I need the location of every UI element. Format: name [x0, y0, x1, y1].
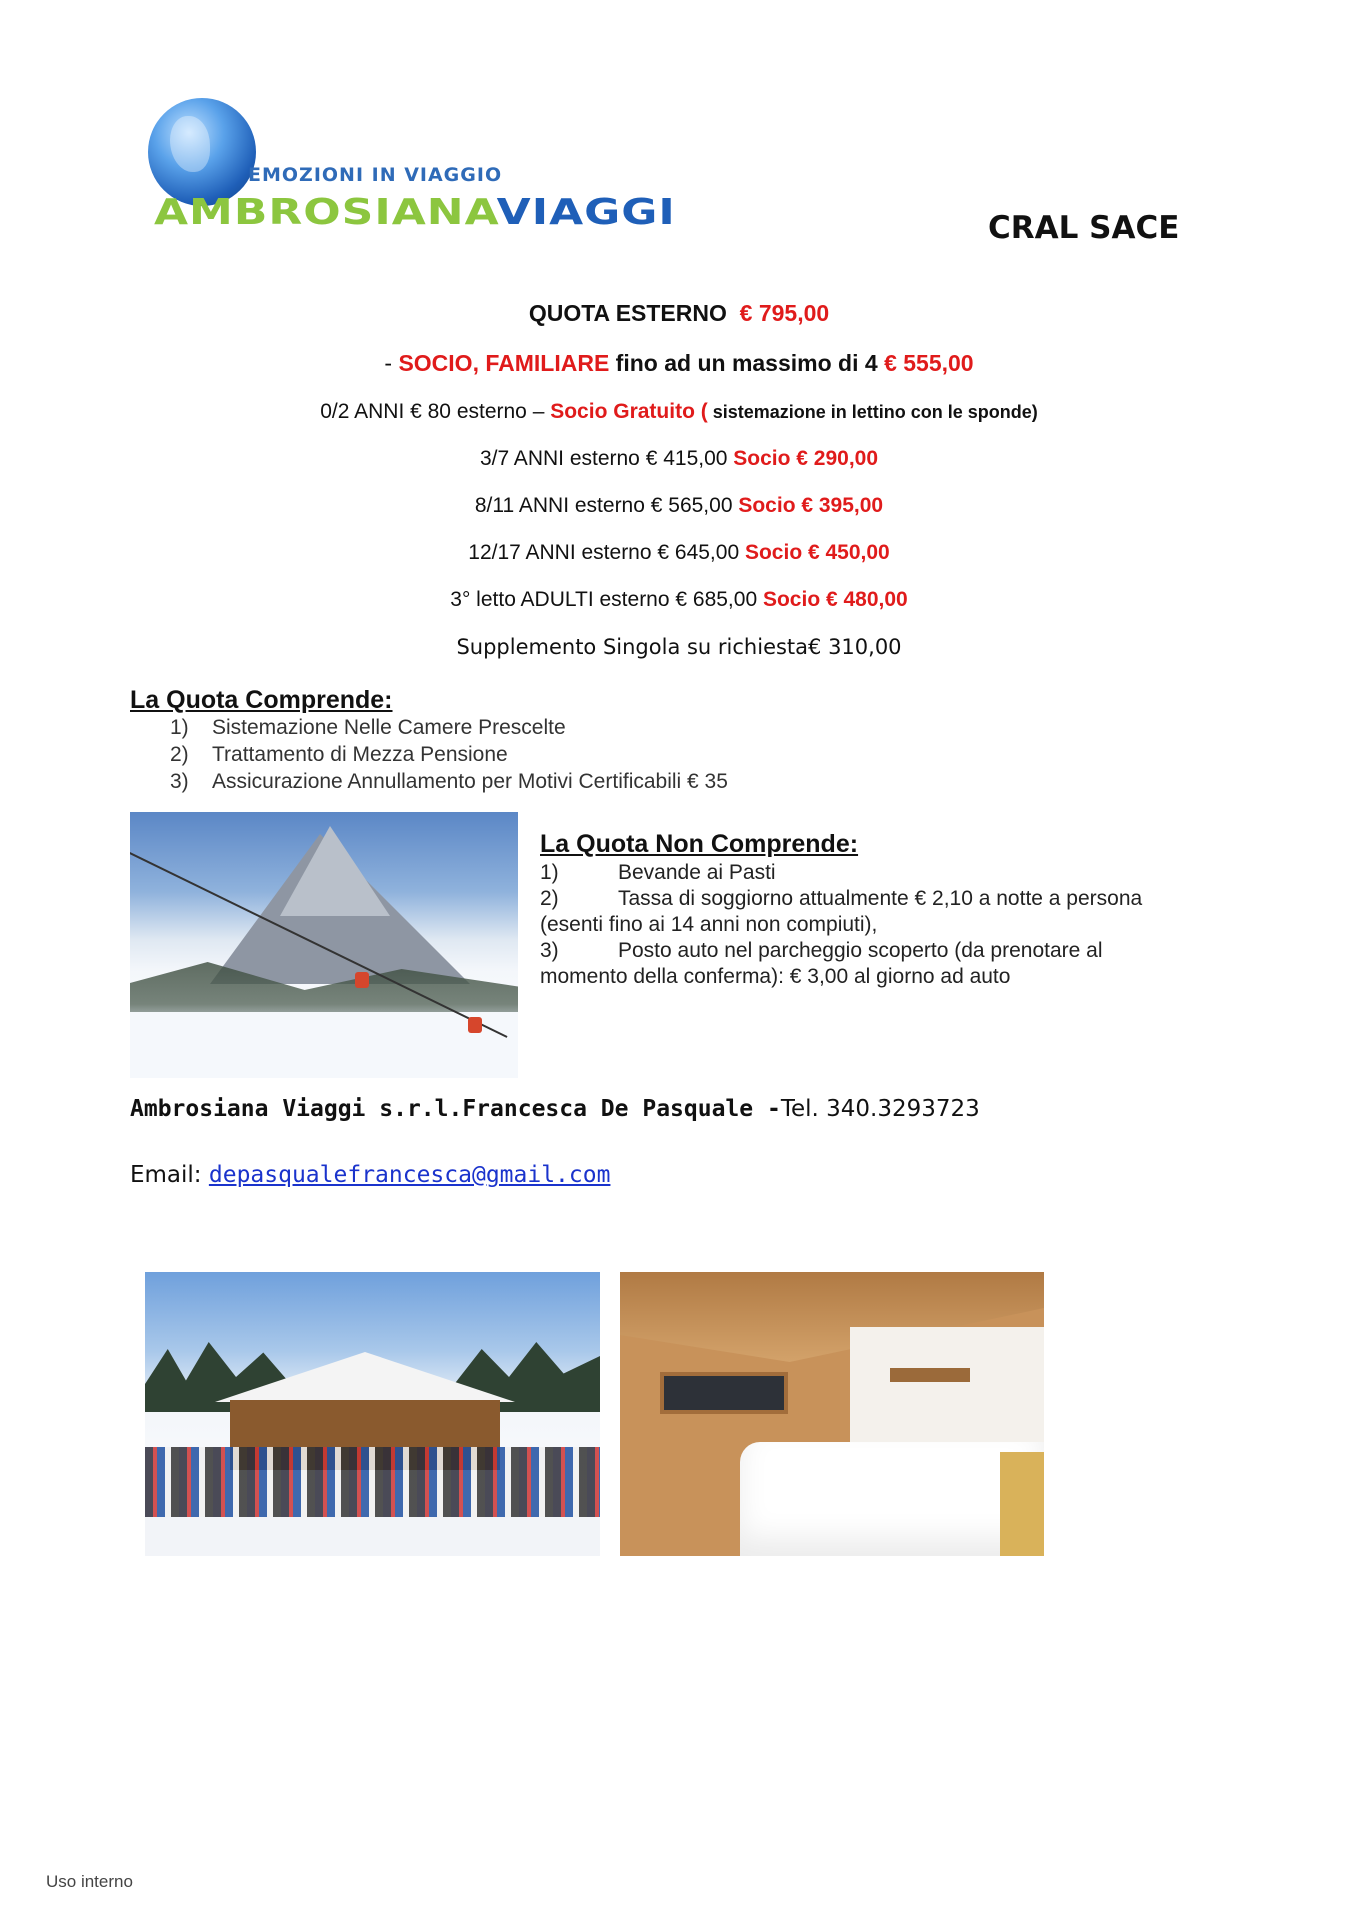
- price-line-8-11-text: 8/11 ANNI esterno € 565,00: [474, 494, 739, 517]
- non-comprende-title: La Quota Non Comprende:: [540, 830, 859, 858]
- list-item: [170, 770, 728, 797]
- price-line-12-17: [0, 541, 1358, 565]
- logo-brand-green: AMBROSIANA: [154, 192, 497, 233]
- price-line-3-7-socio: Socio € 290,00: [733, 447, 879, 470]
- contact-line: [130, 1096, 980, 1122]
- company-logo: [140, 98, 760, 248]
- list-item-num: 3): [170, 770, 189, 793]
- price-line-3-7-text: 3/7 ANNI esterno € 415,00: [479, 447, 734, 470]
- list-item-num: 1): [540, 861, 559, 884]
- logo-brand: [154, 192, 676, 233]
- list-item-num: 2): [170, 743, 189, 766]
- list-item-text: Sistemazione Nelle Camere Prescelte: [212, 716, 566, 739]
- email-label: Email:: [130, 1162, 209, 1188]
- socio-label: SOCIO, FAMILIARE: [398, 350, 610, 376]
- logo-tagline: EMOZIONI IN VIAGGIO: [248, 164, 503, 186]
- price-line-0-2: [0, 400, 1358, 424]
- globe-icon: [148, 98, 256, 206]
- list-item-text: Trattamento di Mezza Pensione: [212, 743, 508, 766]
- ski-hut-photo: [145, 1272, 600, 1556]
- comprende-list: [170, 716, 728, 797]
- socio-prefix: -: [384, 350, 399, 376]
- list-item-text: Bevande ai Pasti: [618, 861, 776, 884]
- footer-note: Uso interno: [46, 1872, 133, 1891]
- quota-esterno-value: € 795,00: [739, 300, 830, 326]
- phone-number: Tel. 340.3293723: [780, 1096, 980, 1122]
- socio-mid: fino ad un massimo di 4: [609, 350, 885, 376]
- list-item: [540, 886, 1220, 938]
- list-item-text-cont: (esenti fino ai 14 anni non compiuti),: [540, 913, 878, 936]
- price-line-3-letto: [0, 588, 1358, 612]
- email-link[interactable]: depasqualefrancesca@gmail.com: [208, 1162, 611, 1188]
- comprende-title: La Quota Comprende:: [130, 686, 393, 714]
- list-item-num: 2): [540, 887, 559, 910]
- list-item-text: Tassa di soggiorno attualmente € 2,10 a notte a persona: [618, 887, 1143, 910]
- page-title: CRAL SACE: [988, 210, 1180, 246]
- quota-esterno-label: QUOTA ESTERNO: [528, 300, 727, 326]
- list-item-text: Assicurazione Annullamento per Motivi Certificabili € 35: [212, 770, 728, 793]
- socio-familiare-line: [0, 350, 1358, 377]
- cable-car-icon: [355, 972, 369, 988]
- mountain-photo: [130, 812, 518, 1078]
- price-line-0-2-socio: Socio Gratuito (: [550, 400, 708, 423]
- socio-value: € 555,00: [884, 350, 974, 376]
- list-item: [170, 716, 728, 743]
- price-line-3-letto-socio: Socio € 480,00: [762, 588, 908, 611]
- price-line-8-11: [0, 494, 1358, 518]
- list-item-num: 3): [540, 939, 559, 962]
- email-line: [130, 1162, 610, 1188]
- list-item-num: 1): [170, 716, 189, 739]
- non-comprende-list: [540, 860, 1220, 990]
- price-line-12-17-socio: Socio € 450,00: [744, 541, 890, 564]
- cable-car-icon: [468, 1017, 482, 1033]
- list-item: [540, 938, 1220, 990]
- price-line-0-2-note: sistemazione in lettino con le sponde): [707, 402, 1038, 422]
- hotel-room-photo: [620, 1272, 1044, 1556]
- list-item-text: Posto auto nel parcheggio scoperto (da prenotare al: [618, 939, 1103, 962]
- list-item: [170, 743, 728, 770]
- business-name: Ambrosiana Viaggi s.r.l.Francesca De Pasquale -: [130, 1096, 781, 1122]
- bed-icon: [740, 1442, 1044, 1556]
- list-item: [540, 860, 1220, 886]
- price-line-12-17-text: 12/17 ANNI esterno € 645,00: [468, 541, 745, 564]
- price-line-8-11-socio: Socio € 395,00: [738, 494, 884, 517]
- logo-brand-blue: VIAGGI: [496, 192, 676, 233]
- price-line-3-letto-text: 3° letto ADULTI esterno € 685,00: [450, 588, 763, 611]
- price-line-3-7: [0, 447, 1358, 471]
- supplemento-singola: Supplemento Singola su richiesta€ 310,00: [456, 635, 902, 659]
- list-item-text-cont: momento della conferma): € 3,00 al giorno ad auto: [540, 965, 1011, 988]
- price-line-0-2-text: 0/2 ANNI € 80 esterno –: [320, 400, 551, 423]
- quota-esterno-line: [0, 300, 1358, 327]
